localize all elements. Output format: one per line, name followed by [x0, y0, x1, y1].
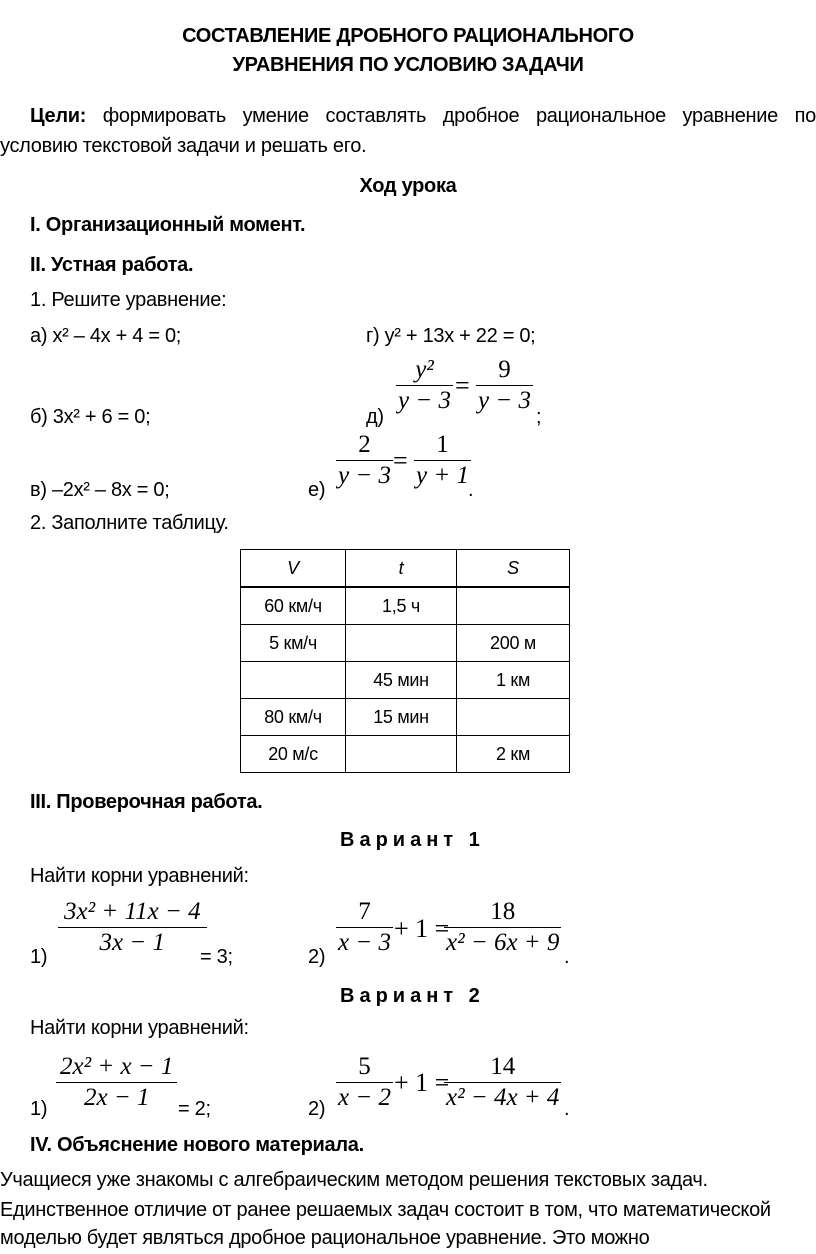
task-1-instruction: 1. Решите уравнение:	[30, 289, 227, 311]
variant-1-eq1-label: 1)	[30, 946, 48, 968]
table-header-cell: V	[241, 550, 346, 588]
section-new-material: IV. Объяснение нового материала.	[30, 1134, 364, 1156]
fraction-denominator: y + 1	[416, 462, 469, 489]
table-cell	[457, 699, 570, 736]
variant-2-eq2-middle: + 1 =	[394, 1068, 450, 1097]
section-organizational: I. Организационный момент.	[30, 214, 306, 236]
fraction-denominator: x² − 6x + 9	[446, 929, 560, 956]
table-cell: 5 км/ч	[241, 625, 346, 662]
variant-2-eq2-fraction-left	[336, 1052, 393, 1113]
fraction-numerator: 18	[490, 898, 516, 925]
variant-2-eq2-fraction-right	[444, 1052, 561, 1113]
table-cell: 60 км/ч	[241, 587, 346, 625]
variant-1-eq2-end: .	[564, 946, 570, 968]
table-cell: 80 км/ч	[241, 699, 346, 736]
equation-e-end: .	[468, 479, 474, 501]
section-oral-work: II. Устная работа.	[30, 254, 194, 276]
body-text-line-3: моделью будет являться дробное рациональное уравнение. Это можно	[0, 1227, 650, 1249]
fraction-denominator: y − 3	[398, 387, 451, 414]
variant-1-eq2-fraction-right	[444, 897, 561, 958]
variant-1-instruction: Найти корни уравнений:	[30, 865, 249, 887]
table-cell: 2 км	[457, 736, 570, 773]
motion-table	[240, 549, 570, 773]
body-text-line-2: Единственное отличие от ранее решаемых задач состоит в том, что математической	[0, 1199, 771, 1221]
equation-e-fraction-left	[336, 430, 393, 491]
table-cell: 1 км	[457, 662, 570, 699]
variant-1-eq2-fraction-left	[336, 897, 393, 958]
variant-1-heading: Вариант 1	[340, 829, 485, 851]
table-cell	[457, 587, 570, 625]
fraction-denominator: x² − 4x + 4	[446, 1084, 560, 1111]
fraction-denominator: x − 2	[338, 1084, 391, 1111]
table-header-cell: S	[457, 550, 570, 588]
equation-a: а) x² – 4x + 4 = 0;	[30, 325, 182, 347]
table-row	[241, 625, 570, 662]
document-title-line-2: УРАВНЕНИЯ ПО УСЛОВИЮ ЗАДАЧИ	[232, 54, 584, 76]
fraction-numerator: 1	[436, 431, 449, 458]
variant-1-eq2-middle: + 1 =	[394, 914, 450, 943]
body-text-line-1: Учащиеся уже знакомы с алгебраическим методом решения текстовых задач.	[0, 1169, 708, 1191]
table-row	[241, 699, 570, 736]
equation-d-end: ;	[536, 406, 542, 428]
equation-d-fraction-left	[396, 355, 453, 416]
fraction-numerator: 2	[358, 431, 371, 458]
fraction-denominator: x − 3	[338, 929, 391, 956]
table-cell: 20 м/с	[241, 736, 346, 773]
variant-2-eq2-label: 2)	[308, 1098, 326, 1120]
equals-sign: =	[393, 446, 408, 475]
variant-1-eq1-rhs: = 3;	[200, 946, 233, 968]
fraction-numerator: 9	[498, 356, 511, 383]
variant-1-eq2-label: 2)	[308, 946, 326, 968]
goals-text: формировать умение составлять дробное рациональное уравнение по	[102, 105, 816, 127]
variant-2-heading: Вариант 2	[340, 985, 485, 1007]
fraction-denominator: 3x − 1	[99, 929, 166, 956]
lesson-heading: Ход урока	[359, 175, 457, 197]
table-cell	[346, 625, 457, 662]
fraction-denominator: y − 3	[338, 462, 391, 489]
fraction-numerator: 3x² + 11x − 4	[64, 898, 201, 925]
document-title-line-1: СОСТАВЛЕНИЕ ДРОБНОГО РАЦИОНАЛЬНОГО	[182, 25, 634, 47]
variant-2-eq1-fraction	[56, 1052, 177, 1113]
equation-e-fraction-right	[414, 430, 471, 491]
table-cell: 200 м	[457, 625, 570, 662]
table-header-cell: t	[346, 550, 457, 588]
goals-paragraph-line-1	[30, 104, 816, 128]
equation-g: г) y² + 13x + 22 = 0;	[366, 325, 536, 347]
table-cell: 15 мин	[346, 699, 457, 736]
task-2-instruction: 2. Заполните таблицу.	[30, 512, 229, 534]
table-header-row	[241, 550, 570, 588]
variant-1-eq1-fraction	[58, 897, 207, 958]
variant-2-eq2-end: .	[564, 1098, 570, 1120]
equation-e-label: е)	[308, 479, 326, 501]
equals-sign: =	[455, 371, 470, 400]
fraction-numerator: 2x² + x − 1	[60, 1053, 174, 1080]
variant-2-eq1-label: 1)	[30, 1098, 48, 1120]
table-row	[241, 587, 570, 625]
equation-d-fraction-right	[476, 355, 533, 416]
fraction-numerator: 14	[490, 1053, 516, 1080]
table-cell	[346, 736, 457, 773]
equation-d-label: д)	[366, 406, 384, 428]
variant-2-eq1-rhs: = 2;	[178, 1098, 211, 1120]
table-cell: 1,5 ч	[346, 587, 457, 625]
table-cell: 45 мин	[346, 662, 457, 699]
table-cell	[241, 662, 346, 699]
section-test-work: III. Проверочная работа.	[30, 791, 263, 813]
table-row	[241, 736, 570, 773]
fraction-numerator: 5	[358, 1053, 371, 1080]
goals-paragraph-line-2: условию текстовой задачи и решать его.	[0, 135, 367, 157]
variant-2-instruction: Найти корни уравнений:	[30, 1017, 249, 1039]
goals-label: Цели:	[30, 105, 87, 127]
equation-v: в) –2x² – 8x = 0;	[30, 479, 170, 501]
equation-b: б) 3x² + 6 = 0;	[30, 406, 151, 428]
fraction-numerator: 7	[358, 898, 371, 925]
fraction-denominator: 2x − 1	[83, 1084, 150, 1111]
table-row	[241, 662, 570, 699]
fraction-denominator: y − 3	[478, 387, 531, 414]
fraction-numerator: y²	[415, 356, 434, 383]
